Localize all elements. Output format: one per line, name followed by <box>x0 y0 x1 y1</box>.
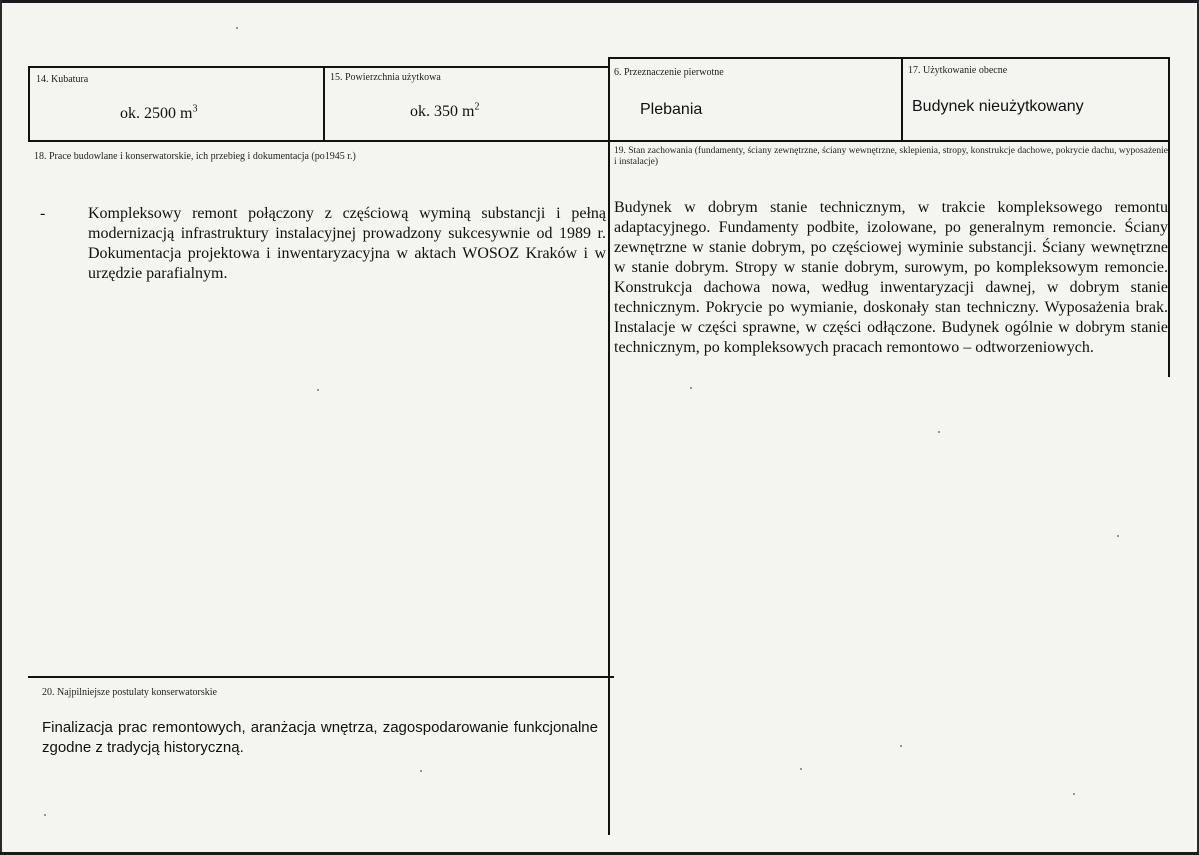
rule-right-edge <box>1168 57 1170 377</box>
rule-section-20-top <box>28 676 614 678</box>
postulaty-label: 20. Najpilniejsze postulaty konserwatorskie <box>42 687 217 698</box>
rule-divider-6-17 <box>901 57 903 140</box>
stan-label: 19. Stan zachowania (fundamenty, ściany zewnętrzne, ściany wewnętrzne, sklepienia, stropy, konstrukcje dachowe, pokrycie dachu, wyposażenie i instalacje) <box>614 146 1168 167</box>
rule-divider-14-15 <box>323 66 325 142</box>
scan-speck <box>317 389 319 391</box>
prace-text: Kompleksowy remont połączony z częściową wyminą substancji i pełną modernizacją infrastruktury instalacyjnej prowadzony sukcesywnie od 1989 r. Dokumentacja projektowa i inwentaryzacyjna w aktach WOSOZ Kraków i w urzędzie parafialnym. <box>88 205 606 282</box>
scan-speck <box>900 745 902 747</box>
rule-main-vertical <box>608 57 610 835</box>
scan-speck <box>690 387 692 389</box>
rule-top-right <box>608 57 1169 59</box>
scan-speck <box>1117 535 1119 537</box>
postulaty-text: Finalizacja prac remontowych, aranżacja wnętrza, zagospodarowanie funkcjonalne zgodne z tradycją historyczną. <box>42 719 598 756</box>
kubatura-value <box>120 104 197 123</box>
prace-bullet-dash: - <box>40 205 46 222</box>
scan-border-top <box>0 0 1199 3</box>
przeznaczenie-label: 6. Przeznaczenie pierwotne <box>614 67 724 78</box>
uzytkowanie-label: 17. Użytkowanie obecne <box>908 65 1008 76</box>
prace-bullet-item <box>40 204 606 284</box>
prace-label: 18. Prace budowlane i konserwatorskie, ich przebieg i dokumentacja (po1945 r.) <box>34 151 356 162</box>
scan-speck <box>1073 793 1075 795</box>
stan-text: Budynek w dobrym stanie technicznym, w trakcie kompleksowego remontu adaptacyjnego. Fundamenty podbite, izolowane, po generalnym remoncie. Ściany zewnętrzne w stanie dobrym, po częściowej wyminie substancji. Ściany wewnętrzne w stanie dobrym. Stropy w stanie dobrym, surowym, po kompleksowym remoncie. Konstrukcja dachowa nowa, według inwentaryzacji dawnej, w dobrym stanie technicznym. Pokrycie po wymianie, doskonały stan techniczny. Wyposażenia brak. Instalacje w części sprawne, w części odłączone. Budynek ogólnie w dobrym stanie technicznym, po kompleksowych pracach remontowo – odtworzeniowych. <box>614 199 1168 356</box>
kubatura-value-text: ok. 2500 m <box>120 105 193 122</box>
uzytkowanie-value: Budynek nieużytkowany <box>912 98 1084 115</box>
kubatura-label: 14. Kubatura <box>36 74 89 85</box>
scan-speck <box>236 27 238 29</box>
rule-top-left <box>28 66 608 68</box>
przeznaczenie-value: Plebania <box>640 101 703 118</box>
scan-border-left <box>0 0 2 855</box>
powierzchnia-label: 15. Powierzchnia użytkowa <box>330 72 441 83</box>
rule-row1-bottom <box>28 140 1169 142</box>
powierzchnia-value-exponent: 2 <box>474 101 480 113</box>
scan-speck <box>800 768 802 770</box>
powierzchnia-value-text: ok. 350 m <box>410 103 475 120</box>
scan-speck <box>938 431 940 433</box>
kubatura-value-exponent: 3 <box>192 103 198 115</box>
scan-speck <box>44 814 46 816</box>
scan-speck <box>420 770 422 772</box>
powierzchnia-value <box>410 102 479 121</box>
rule-left-edge <box>28 66 30 142</box>
